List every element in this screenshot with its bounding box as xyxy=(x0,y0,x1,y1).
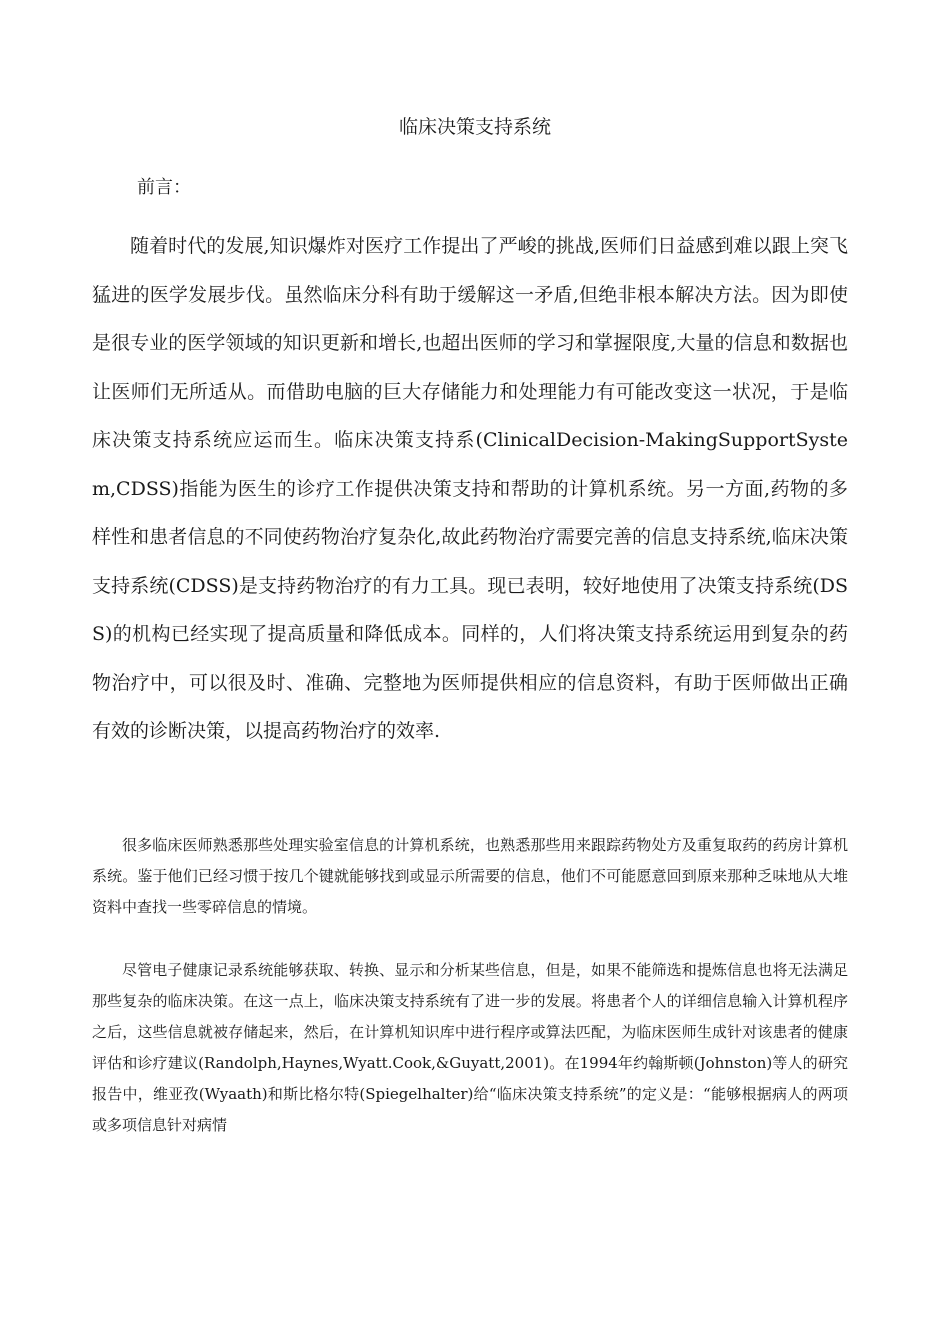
page-title: 临床决策支持系统 xyxy=(398,116,551,138)
paragraph-intro: 随着时代的发展,知识爆炸对医疗工作提出了严峻的挑战,医师们日益感到难以跟上突飞猛进的医学发展步伐。虽然临床分科有助于缓解这一矛盾,但绝非根本解决方法。因为即使是很专业的医学领域的知识更新和增长,也超出医师的学习和掌握限度,大量的信息和数据也让医师们无所适从。而借助电脑的巨大存储能力和处理能力有可能改变这一状况，于是临床决策支持系统应运而生。临床决策支持系(ClinicalDecision-MakingSupportSystem,CDSS)指能为医生的诊疗工作提供决策支持和帮助的计算机系统。另一方面,药物的多样性和患者信息的不同使药物治疗复杂化,故此药物治疗需要完善的信息支持系统,临床决策支持系统(CDSS)是支持药物治疗的有力工具。现已表明，较好地使用了决策支持系统(DSS)的机构已经实现了提高质量和降低成本。同样的，人们将决策支持系统运用到复杂的药物治疗中，可以很及时、准确、完整地为医师提供相应的信息资料，有助于医师做出正确有效的诊断决策，以提高药物治疗的效率. xyxy=(92,235,848,742)
preface-label: 前言： xyxy=(137,177,191,198)
paragraph-clinicians: 很多临床医师熟悉那些处理实验室信息的计算机系统，也熟悉那些用来跟踪药物处方及重复取药的药房计算机系统。鉴于他们已经习惯于按几个键就能够找到或显示所需要的信息，他们不可能愿意回到原来那种乏味地从大堆资料中查找一些零碎信息的情境。 xyxy=(92,836,848,916)
paragraph-ehr: 尽管电子健康记录系统能够获取、转换、显示和分析某些信息，但是，如果不能筛选和提炼信息也将无法满足那些复杂的临床决策。在这一点上，临床决策支持系统有了进一步的发展。将患者个人的详细信息输入计算机程序之后，这些信息就被存储起来，然后，在计算机知识库中进行程序或算法匹配，为临床医师生成针对该患者的健康评估和诊疗建议(Randolph,Haynes,Wyatt.Cook,&Guyatt,2001)。在1994年约翰斯顿(Johnston)等人的研究报告中，维亚孜(Wyaath)和斯比格尔特(Spiegelhalter)给“临床决策支持系统”的定义是：“能够根据病人的两项或多项信息针对病情 xyxy=(92,961,848,1134)
